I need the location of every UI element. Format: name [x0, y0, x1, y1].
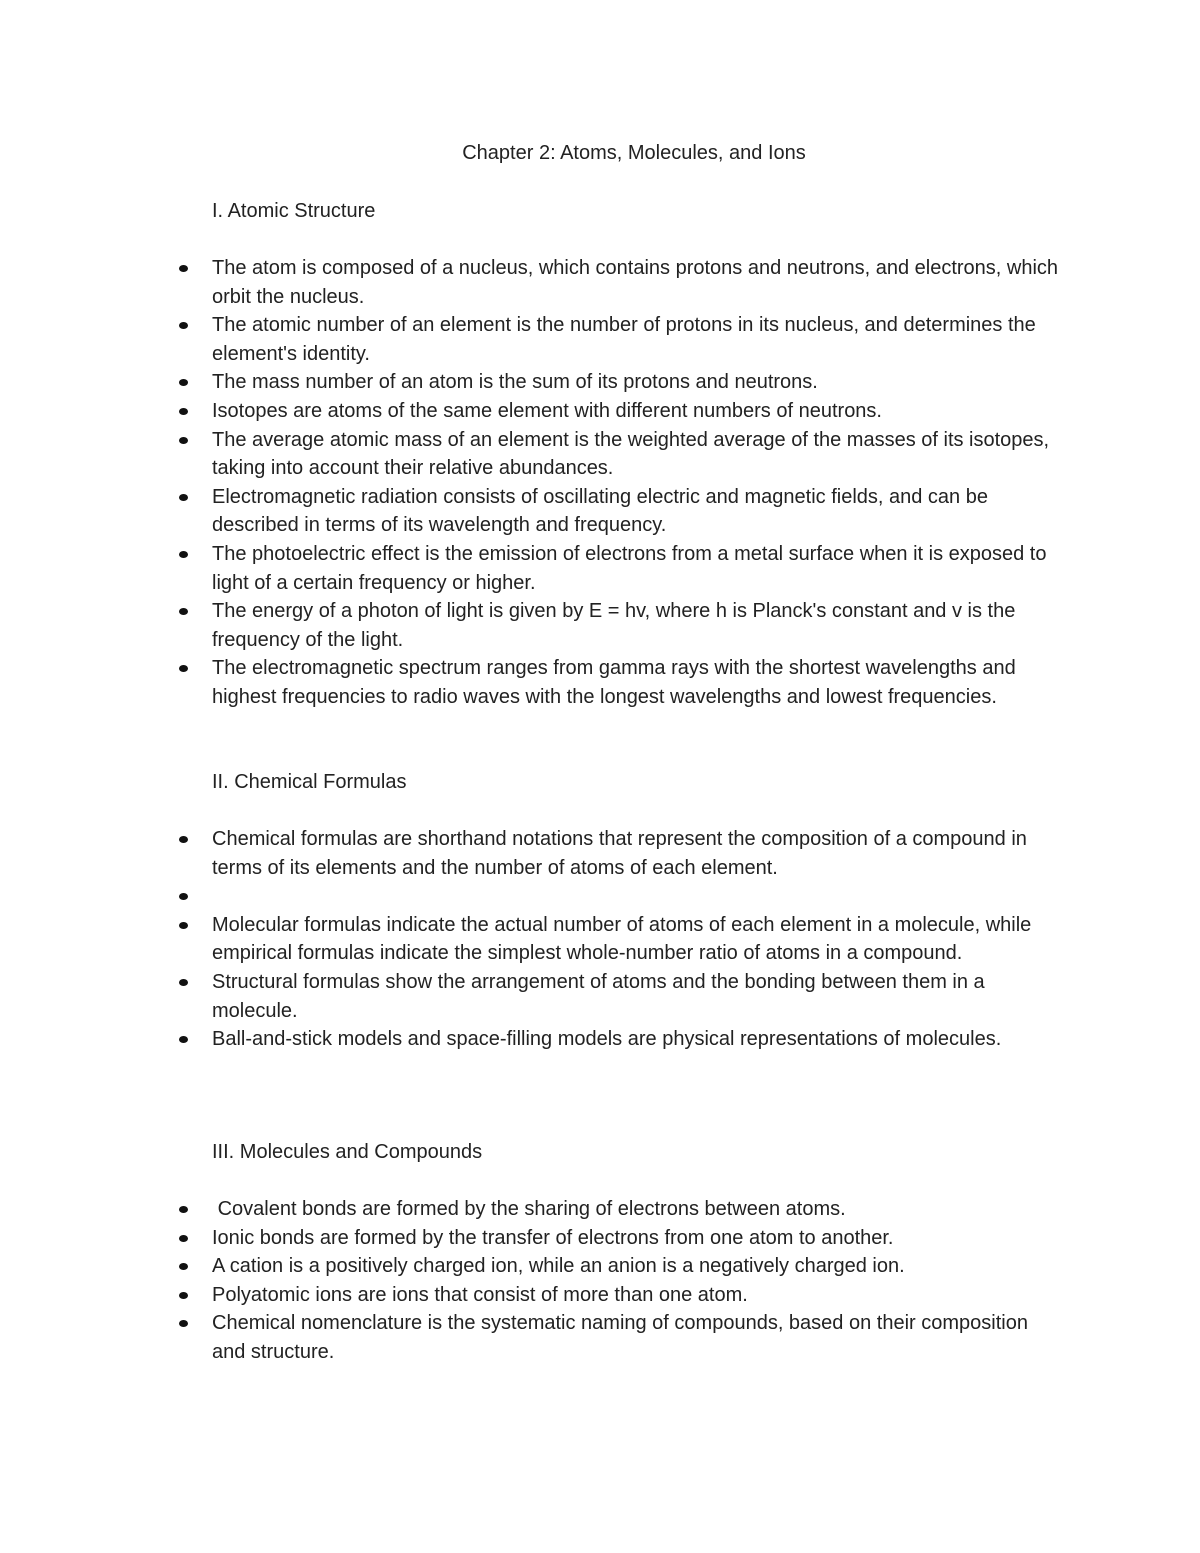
list-item: Molecular formulas indicate the actual number of atoms of each element in a molecule, while empirical formulas indicate the simplest whole-number ratio of atoms in a compound.: [212, 911, 1062, 968]
bullet-icon: [179, 551, 188, 558]
list-item: The energy of a photon of light is given by E = hv, where h is Planck's constant and v is the frequency of the light.: [212, 597, 1062, 654]
section-heading: III. Molecules and Compounds: [212, 1141, 483, 1163]
bullet-icon: [179, 1206, 188, 1213]
bullet-icon: [179, 979, 188, 986]
bullet-icon: [179, 922, 188, 929]
list-item: The atom is composed of a nucleus, which contains protons and neutrons, and electrons, which orbit the nucleus.: [212, 254, 1062, 311]
section-heading: II. Chemical Formulas: [212, 771, 407, 793]
bullet-icon: [179, 608, 188, 615]
bullet-icon: [179, 379, 188, 386]
list-item: Isotopes are atoms of the same element with different numbers of neutrons.: [212, 397, 1062, 426]
bullet-list: [212, 825, 1062, 1054]
list-item: Polyatomic ions are ions that consist of more than one atom.: [212, 1281, 1062, 1310]
list-item: Electromagnetic radiation consists of oscillating electric and magnetic fields, and can be described in terms of its wavelength and frequency.: [212, 483, 1062, 540]
bullet-icon: [179, 836, 188, 843]
bullet-list: [212, 1195, 1062, 1367]
document-title: Chapter 2: Atoms, Molecules, and Ions: [462, 142, 806, 164]
section-molecules-compounds: [212, 1138, 1062, 1367]
bullet-icon: [179, 1292, 188, 1299]
list-item: [212, 882, 1062, 911]
bullet-icon: [179, 1235, 188, 1242]
list-item: Covalent bonds are formed by the sharing of electrons between atoms.: [212, 1195, 1062, 1224]
bullet-icon: [179, 665, 188, 672]
bullet-icon: [179, 1263, 188, 1270]
bullet-icon: [179, 893, 188, 900]
list-item: The electromagnetic spectrum ranges from gamma rays with the shortest wavelengths and highest frequencies to radio waves with the longest wavelengths and lowest frequencies.: [212, 654, 1062, 711]
list-item: Ball-and-stick models and space-filling models are physical representations of molecules.: [212, 1025, 1062, 1054]
bullet-icon: [179, 322, 188, 329]
section-heading: I. Atomic Structure: [212, 200, 376, 222]
bullet-icon: [179, 1320, 188, 1327]
bullet-icon: [179, 494, 188, 501]
list-item: Structural formulas show the arrangement of atoms and the bonding between them in a molecule.: [212, 968, 1062, 1025]
list-item: Chemical nomenclature is the systematic naming of compounds, based on their composition and structure.: [212, 1309, 1062, 1366]
list-item: A cation is a positively charged ion, while an anion is a negatively charged ion.: [212, 1252, 1062, 1281]
bullet-list: [212, 254, 1062, 712]
list-item: Chemical formulas are shorthand notations that represent the composition of a compound in terms of its elements and the number of atoms of each element.: [212, 825, 1062, 882]
list-item: Ionic bonds are formed by the transfer of electrons from one atom to another.: [212, 1224, 1062, 1253]
bullet-icon: [179, 265, 188, 272]
bullet-icon: [179, 437, 188, 444]
list-item: The mass number of an atom is the sum of its protons and neutrons.: [212, 368, 1062, 397]
section-chemical-formulas: [212, 768, 1062, 1054]
list-item: The atomic number of an element is the number of protons in its nucleus, and determines the element's identity.: [212, 311, 1062, 368]
list-item: The photoelectric effect is the emission of electrons from a metal surface when it is exposed to light of a certain frequency or higher.: [212, 540, 1062, 597]
list-item: The average atomic mass of an element is the weighted average of the masses of its isotopes, taking into account their relative abundances.: [212, 426, 1062, 483]
section-atomic-structure: [212, 197, 1062, 712]
bullet-icon: [179, 1036, 188, 1043]
bullet-icon: [179, 408, 188, 415]
